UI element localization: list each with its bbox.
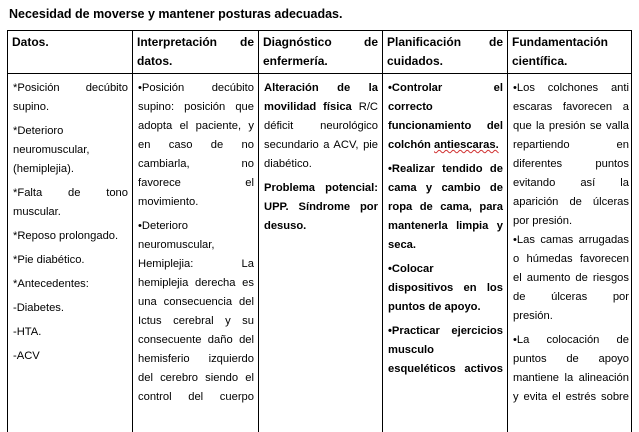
- cell-line: mantiene la alineación: [513, 372, 629, 384]
- cell-line: Hemiplejia: La: [138, 258, 254, 270]
- cell-line: *Posición decúbito: [13, 82, 128, 94]
- diagnosis-line: [264, 98, 378, 117]
- cell-line: presión.: [513, 310, 553, 322]
- cell-line: por presión.: [513, 215, 573, 227]
- cell-line: hemisferio izquierdo: [138, 353, 254, 365]
- cell-line: *Antecedentes:: [13, 278, 89, 290]
- cell-line: *Deterioro: [13, 125, 64, 137]
- header-label: Datos.: [12, 35, 49, 49]
- header-label: cuidados.: [387, 54, 444, 68]
- cell-line: *Pie diabético.: [13, 254, 85, 266]
- plan-line: •Practicar ejercicios: [388, 325, 503, 337]
- cell-line: supino: posición que: [138, 101, 254, 113]
- cell-line: repartiendo en: [513, 139, 629, 151]
- cell-line: adopta el paciente, y: [138, 120, 254, 132]
- diagnosis-line: Problema potencial:: [264, 182, 378, 194]
- cell-line: *Falta de tono: [13, 187, 128, 199]
- cell-line: •Los colchones anti: [513, 82, 629, 94]
- cell-line: escaras favorecen a: [513, 101, 629, 113]
- plan-line: puntos de apoyo.: [388, 301, 481, 313]
- cell-line: neuromuscular,: [13, 144, 90, 156]
- column-datos: [8, 31, 133, 432]
- cell-line: que la presión se valla: [513, 120, 629, 132]
- header-datos: [8, 31, 132, 73]
- header-diagnostico: [259, 31, 382, 73]
- diagnosis-line: secundario a ACV, pie: [264, 139, 378, 151]
- plan-line: esqueléticos activos: [388, 363, 503, 375]
- cell-line: neuromuscular,: [138, 239, 215, 251]
- header-label: datos.: [137, 54, 173, 68]
- cell-line: consecuente daño del: [138, 334, 254, 346]
- datos-body: [8, 74, 132, 432]
- plan-text-misspelled: antiescaras.: [434, 139, 499, 151]
- cell-line: •Las camas arrugadas: [513, 234, 629, 246]
- column-fundamentacion: [508, 31, 633, 432]
- cell-line: (hemiplejia).: [13, 163, 74, 175]
- cell-line: -Diabetes.: [13, 302, 64, 314]
- header-label: Interpretación de: [137, 35, 254, 49]
- planificacion-body: [383, 74, 507, 432]
- column-planificacion: [383, 31, 508, 432]
- diagnosis-line: UPP. Síndrome por: [264, 201, 378, 213]
- cell-line: -HTA.: [13, 326, 42, 338]
- plan-text: colchón: [388, 139, 434, 151]
- cell-line: cambiarla, no: [138, 158, 254, 170]
- diagnosis-tail: R/C: [351, 101, 378, 113]
- diagnostico-body: [259, 74, 382, 432]
- header-fundamentacion: [508, 31, 633, 73]
- document-title: Necesidad de moverse y mantener posturas adecuadas.: [9, 7, 343, 21]
- plan-line: dispositivos en los: [388, 282, 503, 294]
- plan-line: •Controlar el: [388, 82, 503, 94]
- cell-line: y evita el estrés sobre: [513, 391, 629, 403]
- cell-line: diferentes puntos: [513, 158, 629, 170]
- cell-line: *Reposo prolongado.: [13, 230, 119, 242]
- diagnosis-line: desuso.: [264, 220, 307, 232]
- plan-line: •Colocar: [388, 263, 434, 275]
- cell-line: hemiplejia derecha es: [138, 277, 254, 289]
- header-planificacion: [383, 31, 507, 73]
- cell-line: el aumento de riesgos: [513, 272, 629, 284]
- plan-line: funcionamiento del: [388, 120, 503, 132]
- header-label: Planificación de: [387, 35, 503, 49]
- plan-line: ropa de cama, para: [388, 201, 503, 213]
- plan-line: •Realizar tendido de: [388, 163, 503, 175]
- cell-line: evitando así la: [513, 177, 629, 189]
- cell-line: del cerebro siendo el: [138, 372, 254, 384]
- header-label: enfermería.: [263, 54, 328, 68]
- plan-line: mantenerla limpia y: [388, 220, 503, 232]
- cell-line: supino.: [13, 101, 50, 113]
- cell-line: favorece el: [138, 177, 254, 189]
- cell-line: en caso de no: [138, 139, 254, 151]
- header-interpretacion: [133, 31, 258, 73]
- cell-line: Ictus cerebral y su: [138, 315, 254, 327]
- care-plan-table: [7, 30, 632, 432]
- cell-line: aparición de úlceras: [513, 196, 629, 208]
- cell-line: •Posición decúbito: [138, 82, 254, 94]
- plan-line: correcto: [388, 101, 433, 113]
- plan-line: musculo: [388, 344, 435, 356]
- cell-line: puntos de apoyo: [513, 353, 629, 365]
- diagnosis-bold: movilidad física: [264, 101, 352, 113]
- cell-line: •Deterioro: [138, 220, 188, 232]
- cell-line: movimiento.: [138, 196, 199, 208]
- interpretacion-body: [133, 74, 258, 432]
- cell-line: una consecuencia del: [138, 296, 254, 308]
- fundamentacion-body: [508, 74, 633, 432]
- header-label: Fundamentación: [512, 35, 609, 49]
- diagnosis-line: diabético.: [264, 158, 312, 170]
- cell-line: -ACV: [13, 350, 40, 362]
- header-label: científica.: [512, 54, 568, 68]
- cell-line: o húmedas favorecen: [513, 253, 629, 265]
- diagnosis-line: Alteración de la: [264, 82, 378, 94]
- diagnosis-line: déficit neurológico: [264, 120, 378, 132]
- header-label: Diagnóstico de: [263, 35, 378, 49]
- plan-line: [388, 136, 503, 155]
- cell-line: control del cuerpo: [138, 391, 254, 403]
- plan-line: cama y cambio de: [388, 182, 503, 194]
- column-diagnostico: [259, 31, 383, 432]
- cell-line: muscular.: [13, 206, 61, 218]
- cell-line: de úlceras por: [513, 291, 629, 303]
- cell-line: •La colocación de: [513, 334, 629, 346]
- plan-line: seca.: [388, 239, 416, 251]
- column-interpretacion: [133, 31, 259, 432]
